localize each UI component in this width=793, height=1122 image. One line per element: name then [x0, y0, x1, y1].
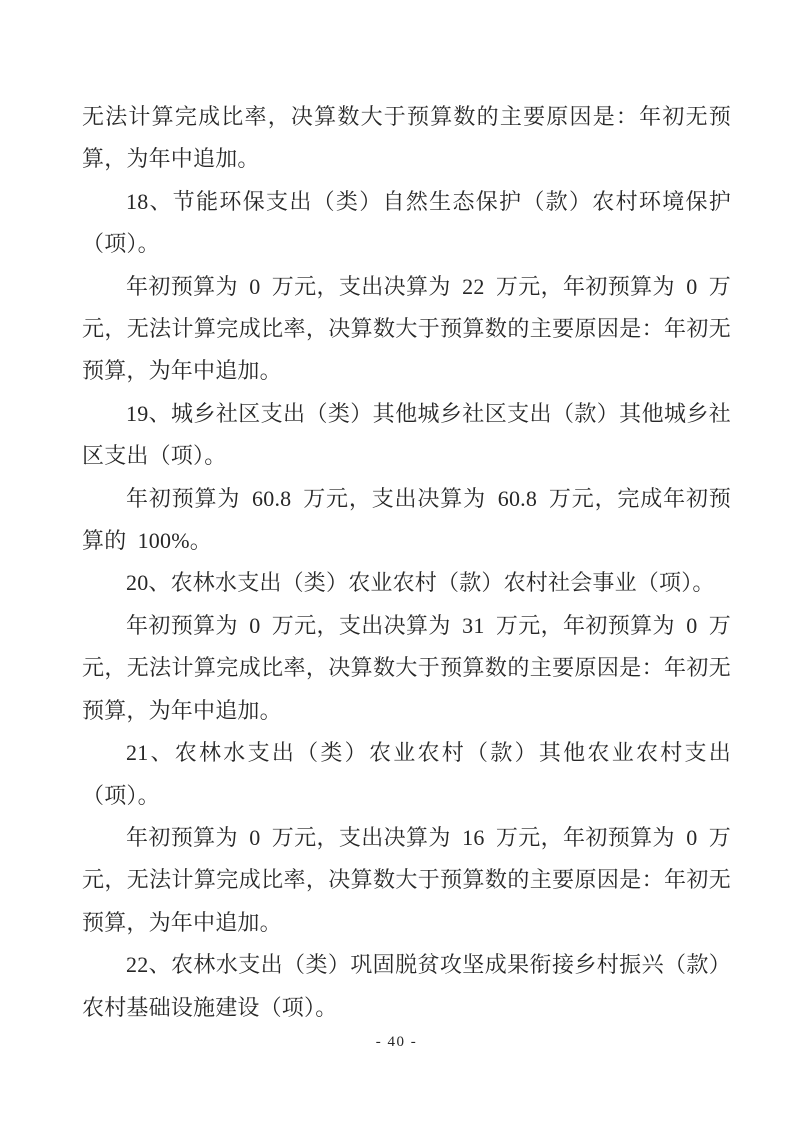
paragraph-item-19-title: 19、城乡社区支出（类）其他城乡社区支出（款）其他城乡社区支出（项）。 [82, 400, 731, 469]
page-number: - 40 - [375, 1034, 418, 1050]
paragraph-item-21-title: 21、农林水支出（类）农业农村（款）其他农业农村支出（项）。 [82, 740, 731, 808]
paragraph-item-21-detail: 年初预算为 0 万元，支出决算为 16 万元，年初预算为 0 万元，无法计算完成比率，决算数大于预算数的主要原因是：年初无预算，为年中追加。 [82, 824, 731, 935]
document-body [82, 96, 731, 1029]
paragraph-item-18-title: 18、节能环保支出（类）自然生态保护（款）农村环境保护（项）。 [82, 188, 731, 257]
paragraph-item-22-title: 22、农林水支出（类）巩固脱贫攻坚成果衔接乡村振兴（款）农村基础设施建设（项）。 [82, 952, 731, 1020]
paragraph-item-19-detail: 年初预算为 60.8 万元，支出决算为 60.8 万元，完成年初预算的 100%。 [82, 485, 731, 554]
paragraph-continuation: 无法计算完成比率，决算数大于预算数的主要原因是：年初无预算，为年中追加。 [82, 104, 731, 172]
paragraph-item-18-detail: 年初预算为 0 万元，支出决算为 22 万元，年初预算为 0 万元，无法计算完成比率，决算数大于预算数的主要原因是：年初无预算，为年中追加。 [82, 273, 731, 384]
paragraph-item-20-title: 20、农林水支出（类）农业农村（款）农村社会事业（项）。 [126, 570, 715, 596]
paragraph-item-20-detail: 年初预算为 0 万元，支出决算为 31 万元，年初预算为 0 万元，无法计算完成比率，决算数大于预算数的主要原因是：年初无预算，为年中追加。 [82, 612, 731, 723]
